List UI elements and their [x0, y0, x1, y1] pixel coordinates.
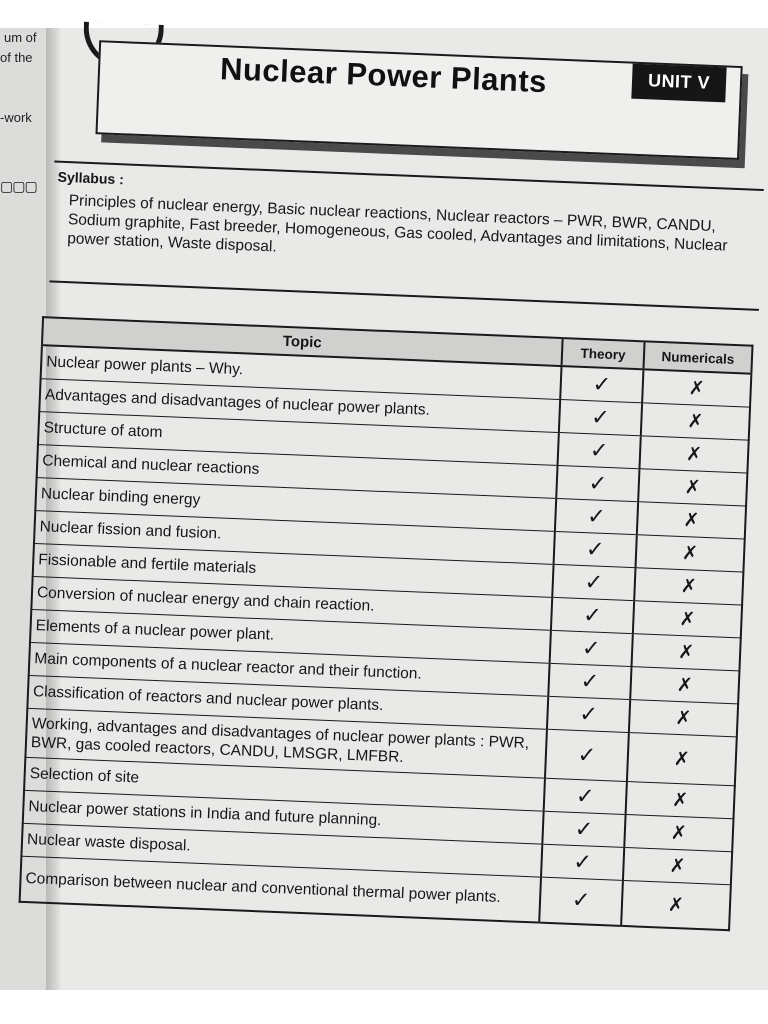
topic-cell: Working, advantages and disadvantages of nuclear power plants : PWR, BWR, gas cooled reactors, CANDU, LMSGR, LMFBR.	[25, 708, 547, 778]
chapter-sheet	[5, 20, 768, 1009]
numericals-cross-mark: ✗	[633, 601, 742, 638]
numericals-cross-mark: ✗	[641, 403, 750, 440]
topic-cell: Nuclear power plants – Why.	[41, 345, 562, 399]
topic-cell: Comparison between nuclear and conventional thermal power plants.	[25, 869, 502, 907]
topic-cell: Fissionable and fertile materials	[33, 544, 554, 598]
theory-check-mark: ✓	[541, 844, 624, 880]
topic-cell: Conversion of nuclear energy and chain reaction.	[31, 576, 552, 630]
numericals-cross-mark: ✗	[630, 667, 739, 704]
theory-check-mark: ✓	[545, 729, 629, 781]
numericals-cross-mark: ✗	[637, 502, 746, 539]
topic-cell: Nuclear power stations in India and future planning.	[23, 790, 544, 844]
theory-check-mark: ✓	[547, 696, 630, 732]
theory-check-mark: ✓	[542, 811, 625, 847]
numericals-cross-mark: ✗	[642, 369, 751, 407]
checkbox-glyphs: ▢▢▢	[0, 178, 37, 194]
numericals-cross-mark: ✗	[621, 880, 731, 930]
syllabus-text: Principles of nuclear energy, Basic nuclear reactions, Nuclear reactors – PWR, BWR, CANDU, Sodium graphite, Fast breeder, Homogeneous, Gas cooled, Advantages and limitations, Nuclear power station, Waste disposal.	[66, 192, 728, 256]
topic-cell: Selection of site	[24, 757, 545, 811]
theory-check-mark: ✓	[560, 366, 643, 403]
chapter-title: Nuclear Power Plants	[219, 51, 548, 100]
theory-check-mark: ✓	[539, 877, 623, 926]
theory-header: Theory	[562, 338, 645, 369]
topic-cell: Main components of a nuclear reactor and their function.	[29, 642, 550, 696]
topic-header: Topic	[42, 317, 563, 366]
numericals-cross-mark: ✗	[638, 469, 747, 506]
theory-check-mark: ✓	[551, 597, 634, 633]
topic-cell: Classification of reactors and nuclear power plants.	[27, 675, 548, 729]
numericals-cross-mark: ✗	[639, 436, 748, 473]
topic-cell: Chemical and nuclear reactions	[37, 445, 558, 499]
numericals-cross-mark: ✗	[627, 733, 737, 786]
numericals-cross-mark: ✗	[626, 782, 735, 819]
numericals-header: Numericals	[643, 341, 752, 373]
numericals-cross-mark: ✗	[629, 700, 738, 737]
bottom-margin	[0, 990, 768, 1024]
topic-cell: Structure of atom	[38, 412, 559, 466]
theory-check-mark: ✓	[555, 498, 638, 534]
topics-table	[19, 316, 754, 931]
topic-cell: Nuclear fission and fusion.	[34, 511, 555, 565]
syllabus-box	[49, 161, 763, 311]
theory-check-mark: ✓	[550, 630, 633, 666]
topic-cell: Nuclear binding energy	[35, 478, 556, 532]
left-page-fragment: of the	[0, 50, 33, 65]
theory-check-mark: ✓	[544, 778, 627, 814]
numericals-cross-mark: ✗	[634, 568, 743, 605]
numericals-cross-mark: ✗	[632, 634, 741, 671]
theory-check-mark: ✓	[554, 531, 637, 567]
topic-cell: Elements of a nuclear power plant.	[30, 609, 551, 663]
left-page-fragment: um of	[4, 30, 37, 45]
left-page-fragment: -work	[0, 110, 32, 125]
numericals-cross-mark: ✗	[624, 814, 733, 851]
unit-badge: UNIT V	[631, 64, 726, 103]
topic-cell: Nuclear waste disposal.	[21, 823, 542, 877]
numericals-cross-mark: ✗	[623, 847, 732, 884]
topic-cell: Advantages and disadvantages of nuclear power plants.	[39, 379, 560, 433]
numericals-cross-mark: ✗	[635, 535, 744, 572]
theory-check-mark: ✓	[548, 663, 631, 699]
theory-check-mark: ✓	[552, 564, 635, 600]
theory-check-mark: ✓	[559, 400, 642, 436]
theory-check-mark: ✓	[556, 465, 639, 501]
syllabus-label: Syllabus :	[57, 168, 125, 188]
theory-check-mark: ✓	[558, 432, 641, 468]
title-frame	[95, 40, 742, 160]
